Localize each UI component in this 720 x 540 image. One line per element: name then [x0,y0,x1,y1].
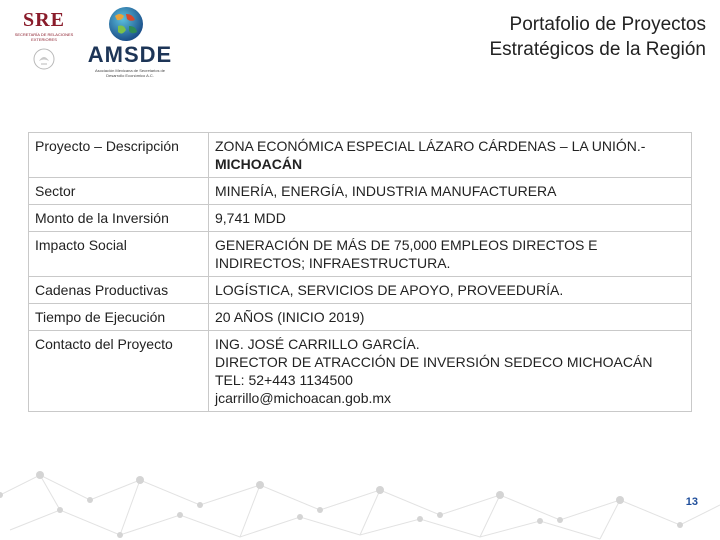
page-title-line-1: Portafolio de Proyectos [509,14,706,35]
project-details-table [28,132,692,412]
contact-title: DIRECTOR DE ATRACCIÓN DE INVERSIÓN SEDECO MICHOACÁN [215,354,653,370]
row-value-sector: MINERÍA, ENERGÍA, INDUSTRIA MANUFACTURERA [209,178,692,205]
table-row [29,133,692,178]
row-label-monto: Monto de la Inversión [29,205,209,232]
sre-subtitle: SECRETARÍA DE RELACIONES EXTERIORES [14,32,74,42]
mexico-eagle-emblem-icon [33,48,55,70]
row-value-contacto [209,331,692,412]
row-label-impacto: Impacto Social [29,232,209,277]
row-value-impacto: GENERACIÓN DE MÁS DE 75,000 EMPLEOS DIRECTOS E INDIRECTOS; INFRAESTRUCTURA. [209,232,692,277]
table-row [29,331,692,412]
globe-icon [108,6,144,42]
sre-logo-block [8,10,80,75]
page-title [489,12,706,62]
sre-logo: SRE [23,9,65,31]
amsde-logo-block [84,6,176,78]
table-row [29,232,692,277]
amsde-logo: AMSDE [87,42,173,67]
descripcion-text: ZONA ECONÓMICA ESPECIAL LÁZARO CÁRDENAS – LA UNIÓN.- [215,138,646,154]
row-label-cadenas: Cadenas Productivas [29,277,209,304]
descripcion-state: MICHOACÁN [215,156,303,172]
table-row [29,178,692,205]
row-value-tiempo: 20 AÑOS (INICIO 2019) [209,304,692,331]
row-value-cadenas: LOGÍSTICA, SERVICIOS DE APOYO, PROVEEDURÍA. [209,277,692,304]
table-row [29,205,692,232]
network-decoration [0,455,720,540]
contact-phone: TEL: 52+443 1134500 [215,372,353,388]
row-label-sector: Sector [29,178,209,205]
row-value-descripcion [209,133,692,178]
row-label-descripcion: Proyecto – Descripción [29,133,209,178]
row-label-tiempo: Tiempo de Ejecución [29,304,209,331]
page-title-line-2: Estratégicos de la Región [489,39,706,60]
row-label-contacto: Contacto del Proyecto [29,331,209,412]
amsde-subtitle: Asociación Mexicana de Secretarios de Desarrollo Económico A.C. [94,68,166,78]
contact-email[interactable]: jcarrillo@michoacan.gob.mx [215,390,392,406]
table-row [29,304,692,331]
page-number: 13 [685,496,698,508]
contact-name: ING. JOSÉ CARRILLO GARCÍA. [215,336,420,352]
row-value-monto: 9,741 MDD [209,205,692,232]
table-row [29,277,692,304]
